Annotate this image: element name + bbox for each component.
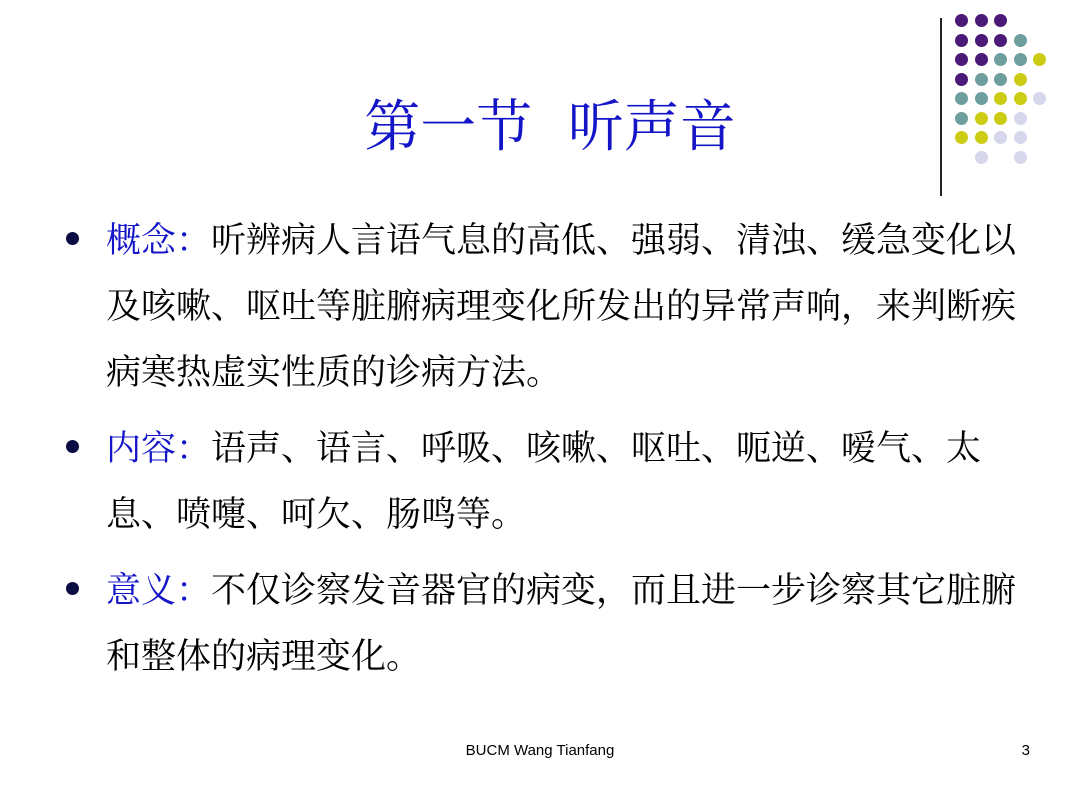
decorative-dot: [975, 34, 988, 47]
decorative-dot: [955, 92, 968, 105]
decorative-dot: [994, 131, 1007, 144]
decorative-dot: [994, 14, 1007, 27]
decorative-dot: [1033, 92, 1046, 105]
decorative-dot: [955, 34, 968, 47]
decorative-dot: [1014, 73, 1027, 86]
decorative-dot: [975, 92, 988, 105]
footer-author: BUCM Wang Tianfang: [465, 742, 615, 759]
title-divider-line: [940, 18, 942, 196]
decorative-dot: [1014, 112, 1027, 125]
bullet-marker-icon: [66, 440, 79, 453]
bullet-list: [60, 208, 1020, 700]
decorative-dot: [994, 112, 1007, 125]
decorative-dot: [975, 53, 988, 66]
slide-title: 第一节 听声音: [364, 95, 736, 160]
decorative-dot: [955, 53, 968, 66]
bullet-text: 语声、语言、呼吸、咳嗽、呕吐、呃逆、嗳气、太息、喷嚏、呵欠、肠鸣等。: [106, 429, 982, 535]
decorative-dot: [955, 131, 968, 144]
decorative-dot: [955, 112, 968, 125]
decorative-dot: [975, 73, 988, 86]
decorative-dot: [1014, 131, 1027, 144]
decorative-dot: [994, 53, 1007, 66]
bullet-item-concept: [60, 208, 1020, 406]
bullet-item-content: [60, 416, 1020, 548]
bullet-text: 不仅诊察发音器官的病变，而且进一步诊察其它脏腑和整体的病理变化。: [106, 571, 1017, 677]
decorative-dot: [1014, 92, 1027, 105]
bullet-marker-icon: [66, 232, 79, 245]
decorative-dot: [1014, 151, 1027, 164]
decorative-dot: [975, 131, 988, 144]
decorative-dot: [975, 151, 988, 164]
bullet-label: 内容：: [106, 429, 212, 469]
decorative-dot: [1014, 34, 1027, 47]
decorative-dot: [1014, 53, 1027, 66]
decorative-dot: [955, 73, 968, 86]
bullet-label: 意义：: [106, 571, 212, 611]
decorative-dot: [994, 92, 1007, 105]
decorative-dot-grid: [955, 14, 1065, 179]
decorative-dot: [975, 112, 988, 125]
decorative-dot: [955, 14, 968, 27]
bullet-marker-icon: [66, 582, 79, 595]
decorative-dot: [1033, 53, 1046, 66]
decorative-dot: [975, 14, 988, 27]
bullet-item-significance: [60, 558, 1020, 690]
decorative-dot: [994, 73, 1007, 86]
bullet-label: 概念：: [106, 221, 212, 261]
bullet-text: 听辨病人言语气息的高低、强弱、清浊、缓急变化以及咳嗽、呕吐等脏腑病理变化所发出的异常声响，来判断疾病寒热虚实性质的诊病方法。: [106, 221, 1017, 393]
decorative-dot: [994, 34, 1007, 47]
page-number: 3: [1021, 742, 1030, 759]
